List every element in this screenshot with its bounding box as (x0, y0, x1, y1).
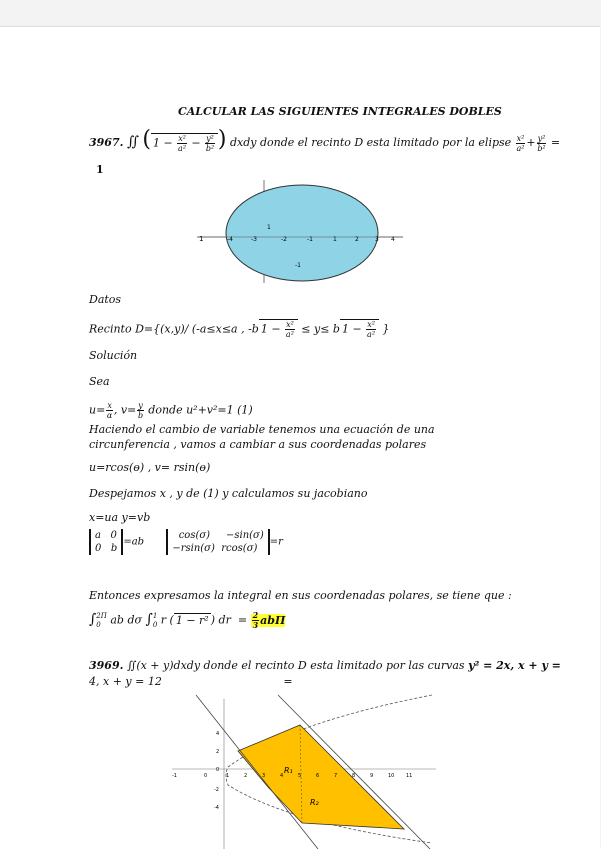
axis-label: 1 (267, 224, 271, 231)
jac1-m12: 0 (110, 530, 117, 541)
jac1-m21: 0 (95, 543, 102, 554)
x-tick: 7 (334, 773, 338, 779)
frac-den-a2: a² (178, 143, 187, 153)
recinto-a2b: a² (367, 330, 376, 339)
problem-3967-statement: donde el recinto D esta limitado por la elipse (259, 136, 512, 149)
change-variable-paragraph: Haciendo el cambio de variable tenemos una ecuación de una circunferencia , vamos a cambiar a sus coordenadas polares (89, 423, 435, 451)
int1-upper: 2Π (96, 611, 107, 620)
recinto-x2: x² (286, 320, 294, 329)
int-eq: = (237, 613, 248, 627)
problem-3967-line: 3967. ∬ ( 1 − $\frac{\text{x²}}{\text{a²}}$ − $\frac{\text{y²}}{\text{b²}}$ ) dxdy donde el recinto D esta limitado por la elipse $\frac{\text{x²}}{\text{a²}}$ + $\frac{\text{y²}}{\text{b²}}$ = (89, 127, 561, 153)
entonces-line: Entonces expresamos la integral en sus coordenadas polares, se tiene que : (89, 589, 512, 602)
recinto-prefix: Recinto D={(x,y)/ (-a≤x≤a , -b (89, 322, 259, 336)
axis-label: -2 (281, 236, 287, 243)
subst-x: x (107, 401, 112, 410)
page-title: CALCULAR LAS SIGUIENTES INTEGRALES DOBLES (178, 105, 502, 118)
jac1-m22: b (110, 543, 118, 554)
recinto-sqrt-2: 1 − $\frac{\text{x²}}{\text{a²}}$ (340, 319, 379, 339)
jac1-m11: a (95, 530, 101, 541)
axis-label: 2 (355, 236, 359, 243)
frac-num-x2: x² (178, 133, 186, 143)
x-tick: 0 (204, 773, 208, 779)
axis-label: 4 (391, 236, 395, 243)
sqrt-lead: 1 − (152, 136, 173, 149)
problem-3969-line2-text: 4, x + y = 12 (89, 675, 162, 688)
equals-sign: = (550, 136, 561, 149)
polar-integral: ∫2Π 0 ab dσ ∫1 0 r ( 1 − r² ) dr = $\frac{2}{3}$ abΠ (89, 610, 286, 630)
xy-line: x=ua y=vb (89, 511, 151, 524)
axis-label: 1 (333, 236, 337, 243)
x-tick: 2 (244, 773, 248, 779)
result-fraction (252, 611, 260, 630)
recinto-a2: a² (285, 330, 294, 339)
y-tick: 4 (216, 731, 220, 737)
y-tick: 2 (216, 749, 220, 755)
subst-rest: donde u²+v²=1 (1) (148, 403, 253, 417)
axis-label: 3 (375, 236, 379, 243)
ellipse-fraction-y (537, 134, 547, 153)
x-tick: -1 (172, 773, 177, 779)
ellipse-x2: x² (516, 133, 525, 143)
axis-label: -1 (295, 262, 301, 269)
highlighted-result (251, 610, 286, 630)
sea-label: Sea (89, 375, 110, 388)
problem-3969-line2 (89, 675, 293, 688)
int-dr: dr (218, 613, 231, 627)
subst-v: , v= (113, 403, 137, 417)
jac2-result: =r (269, 536, 283, 548)
result-num: 2 (252, 610, 259, 620)
jacobian-matrix-1 (89, 529, 123, 555)
recinto-mid: ≤ y≤ b (301, 322, 340, 336)
y-tick: -4 (214, 805, 219, 811)
polar-substitution: u=rcos(ɵ) , v= rsin(ɵ) (89, 461, 211, 474)
int-root: 1 − r² (175, 613, 209, 627)
despejamos-line: Despejamos x , y de (1) y calculamos su jacobiano (89, 487, 368, 500)
subst-alpha: α (106, 411, 113, 420)
int2-upper: 1 (152, 611, 158, 620)
fraction-x2-a2 (177, 134, 187, 153)
x-tick: 1 (226, 773, 230, 779)
ellipse-y2: y² (537, 133, 546, 143)
substitution-line (89, 401, 253, 420)
int2-lower: 0 (152, 620, 158, 629)
recinto-frac-1 (285, 320, 295, 339)
result-tail: abΠ (260, 613, 286, 627)
region-label-r2: R₂ (310, 798, 319, 807)
subst-beta: b (137, 411, 144, 420)
sqrt-expression: 1 − $\frac{\text{x²}}{\text{a²}}$ − $\frac{\text{y²}}{\text{b²}}$ (151, 133, 218, 153)
ellipse-a2: a² (516, 143, 525, 153)
y-tick: -2 (214, 787, 219, 793)
fraction-y2-b2 (205, 134, 215, 153)
x-tick: 10 (388, 773, 395, 779)
jac2-m22: rcos(σ) (221, 543, 258, 554)
problem-3969-curves: y² = 2x, x + y = (468, 659, 561, 672)
ellipse-shape (226, 185, 378, 281)
result-den: 3 (252, 620, 259, 630)
y-tick: 0 (216, 767, 220, 773)
x-tick: 5 (298, 773, 302, 779)
axis-label: -1 (307, 236, 313, 243)
int-integrand: r (160, 613, 167, 627)
problem-3969-line1 (89, 659, 561, 672)
recinto-x2b: x² (367, 320, 375, 329)
frac-num-y2: y² (206, 133, 214, 143)
int-mid: ab dσ (110, 613, 143, 627)
recinto-line (89, 319, 389, 339)
solucion-label: Solución (89, 349, 138, 362)
subst-frac-u (106, 401, 113, 420)
x-tick: 11 (406, 773, 413, 779)
ellipse-b2: b² (537, 143, 546, 153)
datos-label: Datos (89, 293, 122, 306)
jac2-m11: cos(σ) (178, 530, 211, 541)
jacobian-matrix-2 (166, 529, 269, 555)
int1-lower: 0 (96, 620, 101, 629)
frac-den-b2: b² (205, 143, 215, 153)
problem-3967-number: 3967. (89, 136, 124, 149)
differential-dxdy: dxdy (229, 136, 257, 149)
double-integral-sign: ∬ (126, 134, 139, 150)
jac2-m21: −rsin(σ) (172, 543, 215, 554)
axis-label: 1 (199, 235, 204, 243)
axis-label: -3 (251, 236, 257, 243)
ellipse-fraction-x (516, 134, 526, 153)
document-page (0, 26, 600, 849)
region-label-r1: R₁ (284, 766, 293, 775)
jacobian-line (89, 529, 283, 555)
x-tick: 9 (370, 773, 374, 779)
subst-frac-v (137, 401, 144, 420)
problem-3969-number: 3969. (89, 659, 124, 672)
subst-u: u= (89, 403, 106, 417)
axis-label: -4 (227, 236, 233, 243)
x-tick: 8 (352, 773, 356, 779)
recinto-frac-2 (366, 320, 376, 339)
jac1-result: =ab (123, 536, 145, 548)
x-tick: 4 (280, 773, 284, 779)
x-tick: 3 (262, 773, 266, 779)
ellipse-figure (195, 175, 405, 285)
subst-y: y (138, 401, 143, 410)
recinto-sqrt-1: 1 − $\frac{\text{x²}}{\text{a²}}$ (259, 319, 298, 339)
recinto-suffix: } (382, 322, 390, 336)
x-tick: 6 (316, 773, 320, 779)
region-figure (168, 693, 438, 849)
jac2-m12: −sin(σ) (226, 530, 264, 541)
problem-3969-statement: ∬(x + y)dxdy donde el recinto D esta limitado por las curvas (126, 659, 465, 672)
ellipse-rhs: 1 (96, 163, 104, 176)
problem-3969-trail: = (283, 675, 293, 688)
